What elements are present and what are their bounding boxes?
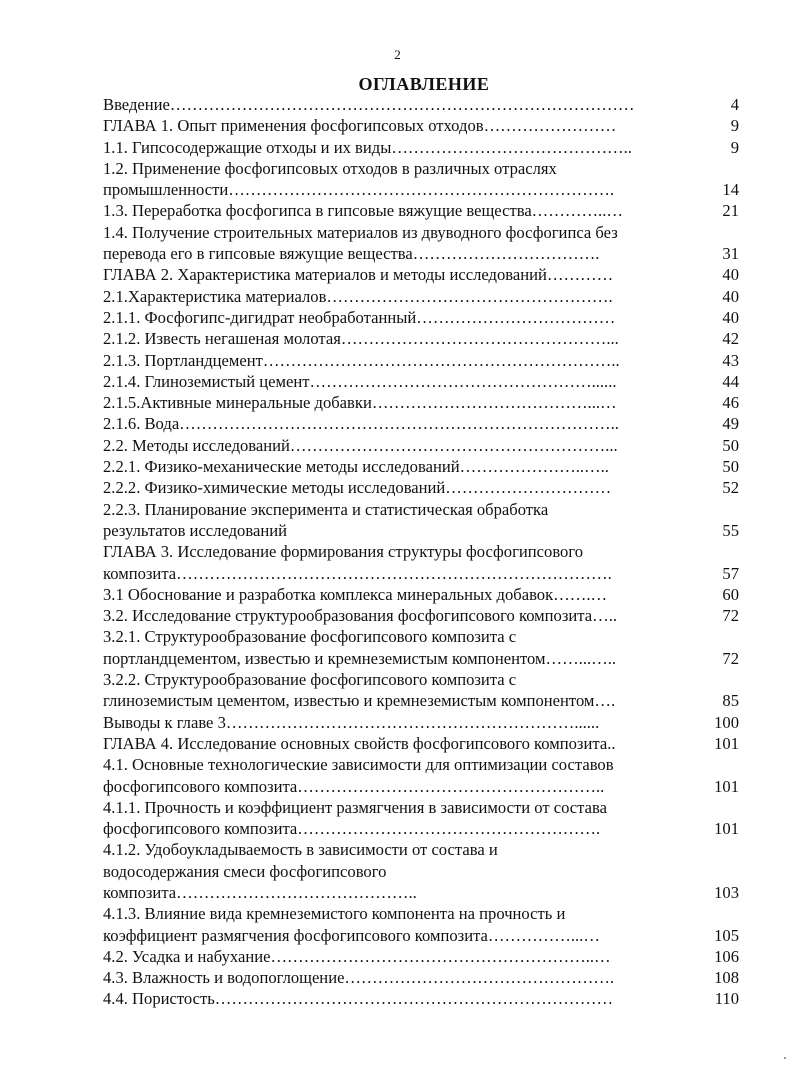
toc-entry xyxy=(103,967,739,988)
toc-entry-text: ГЛАВА 4. Исследование основных свойств фосфогипсового композита.. xyxy=(103,733,616,753)
toc-entry-text: 2.1.2. Известь негашеная молотая…………………………………………... xyxy=(103,329,619,349)
toc-entry xyxy=(103,754,739,797)
toc-entry-text: 3.2.1. Структурообразование фосфогипсового композита с портландцементом, известью и кремнеземистым компонентом……...….. xyxy=(103,627,617,668)
toc-entry-text: 3.1 Обоснование и разработка комплекса минеральных добавок…….… xyxy=(103,584,608,604)
toc-entry xyxy=(103,264,739,285)
toc-entry-page-number: 105 xyxy=(714,925,739,945)
toc-title: ОГЛАВЛЕНИЕ xyxy=(358,74,490,94)
toc-entry xyxy=(103,307,739,328)
toc-entry-text: 1.1. Гипсосодержащие отходы и их виды…………………………………….. xyxy=(103,137,632,157)
toc-entry-text: 2.1.1. Фосфогипс-дигидрат необработанный……………………………… xyxy=(103,307,616,327)
toc-entry xyxy=(103,350,739,371)
toc-entry-page-number: 85 xyxy=(722,691,739,711)
toc-entry-page-number: 9 xyxy=(730,116,739,136)
toc-entry-page-number: 40 xyxy=(722,307,739,327)
toc-entry xyxy=(103,797,739,840)
toc-entry-text: 2.2.2. Физико-химические методы исследований………………………… xyxy=(103,478,612,498)
toc-entry xyxy=(103,222,739,265)
toc-entry-page-number: 46 xyxy=(722,393,739,413)
toc-entry-page-number: 110 xyxy=(714,989,739,1009)
toc-entry-page-number: 44 xyxy=(722,371,739,391)
toc-entry xyxy=(103,200,739,221)
toc-entry-text: 4.1.3. Влияние вида кремнеземистого компонента на прочность и коэффициент размягчения фосфогипсового композита……………...… xyxy=(103,904,600,945)
toc-entry-text: ГЛАВА 1. Опыт применения фосфогипсовых отходов…………………… xyxy=(103,116,617,136)
table-of-contents xyxy=(103,94,739,1010)
toc-entry xyxy=(103,733,739,754)
toc-entry-text: Выводы к главе 3………………………………………………………...... xyxy=(103,712,600,732)
toc-entry xyxy=(103,626,739,669)
toc-entry-text: 3.2.2. Структурообразование фосфогипсового композита с глиноземистым цементом, известью и кремнеземистым компонентом…. xyxy=(103,670,616,711)
toc-entry-text: Введение………………………………………………………………………… xyxy=(103,95,635,114)
toc-entry xyxy=(103,712,739,733)
toc-entry-page-number: 50 xyxy=(722,435,739,455)
toc-entry xyxy=(103,371,739,392)
toc-entry-page-number: 21 xyxy=(722,201,739,221)
toc-entry-page-number: 42 xyxy=(722,329,739,349)
toc-entry-text: 1.3. Переработка фосфогипса в гипсовые вяжущие вещества…………..… xyxy=(103,201,623,221)
page-number: 2 xyxy=(394,47,401,62)
toc-entry-page-number: 52 xyxy=(722,478,739,498)
toc-entry xyxy=(103,115,739,136)
toc-entry-text: ГЛАВА 3. Исследование формирования структуры фосфогипсового композита……………………………………………………………………. xyxy=(103,542,612,583)
toc-entry-text: 1.2. Применение фосфогипсовых отходов в различных отраслях промышленности……………………………………………………………. xyxy=(103,158,615,200)
toc-entry-text: 3.2. Исследование структурообразования фосфогипсового композита….. xyxy=(103,606,618,626)
toc-entry-text: 4.1. Основные технологические зависимости для оптимизации составов фосфогипсового композита……………………………………………….. xyxy=(103,755,614,796)
toc-entry xyxy=(103,584,739,605)
toc-entry xyxy=(103,456,739,477)
toc-entry xyxy=(103,286,739,307)
toc-entry-page-number: 100 xyxy=(714,712,739,732)
toc-entry xyxy=(103,669,739,712)
toc-entry-page-number: 57 xyxy=(722,563,739,583)
toc-entry-page-number: 43 xyxy=(722,350,739,370)
toc-entry-page-number: 55 xyxy=(722,520,739,540)
toc-entry-text: 4.4. Пористость……………………………………………………………… xyxy=(103,989,614,1009)
toc-entry-page-number: 40 xyxy=(722,265,739,285)
toc-entry-text: 2.1.3. Портландцемент……………………………………………………….. xyxy=(103,350,620,370)
toc-entry xyxy=(103,903,739,946)
toc-entry-page-number: 60 xyxy=(722,584,739,604)
toc-entry xyxy=(103,94,739,115)
toc-entry-text: 2.2. Методы исследований…………………………………………………... xyxy=(103,435,618,455)
toc-entry xyxy=(103,499,739,542)
toc-entry-text: 4.1.2. Удобоукладываемость в зависимости от состава и водосодержания смеси фосфогипсового композита…………………………………….. xyxy=(103,840,498,902)
toc-entry-page-number: 108 xyxy=(714,968,739,988)
toc-entry-page-number: 40 xyxy=(722,286,739,306)
toc-entry-page-number: 72 xyxy=(722,648,739,668)
toc-entry-text: 4.2. Усадка и набухание…………………………………………………..… xyxy=(103,946,611,966)
toc-entry xyxy=(103,541,739,584)
toc-entry-page-number: 4 xyxy=(730,95,739,114)
toc-entry-page-number: 14 xyxy=(722,180,739,200)
toc-entry xyxy=(103,392,739,413)
toc-entry-text: ГЛАВА 2. Характеристика материалов и методы исследований………… xyxy=(103,265,614,285)
toc-entry-text: 2.2.3. Планирование эксперимента и статистическая обработка результатов исследований xyxy=(103,499,549,540)
toc-entry-page-number: 31 xyxy=(722,244,739,264)
toc-entry xyxy=(103,946,739,967)
toc-entry xyxy=(103,839,739,903)
toc-entry xyxy=(103,413,739,434)
toc-entry-text: 1.4. Получение строительных материалов из двуводного фосфогипса без перевода его в гипсовые вяжущие вещества……………………………. xyxy=(103,222,618,264)
toc-entry-page-number: 101 xyxy=(714,776,739,796)
toc-entry xyxy=(103,435,739,456)
toc-entry-text: 2.1.Характеристика материалов……………………………………………. xyxy=(103,286,613,306)
toc-entry-text: 2.1.6. Вода…………………………………………………………………….. xyxy=(103,414,619,434)
toc-entry-text: 2.2.1. Физико-механические методы исследований…………………..….. xyxy=(103,457,609,477)
toc-entry-page-number: 50 xyxy=(722,457,739,477)
toc-entry-page-number: 101 xyxy=(714,733,739,753)
toc-entry xyxy=(103,988,739,1009)
toc-entry xyxy=(103,158,739,201)
scan-speck xyxy=(784,1057,786,1059)
toc-entry-text: 2.1.5.Активные минеральные добавки…………………………………...… xyxy=(103,393,617,413)
toc-entry xyxy=(103,477,739,498)
toc-entry xyxy=(103,605,739,626)
toc-entry-page-number: 101 xyxy=(714,819,739,839)
toc-entry xyxy=(103,137,739,158)
toc-entry-page-number: 72 xyxy=(722,606,739,626)
toc-entry-text: 2.1.4. Глиноземистый цемент……………………………………………...... xyxy=(103,371,617,391)
toc-entry-text: 4.1.1. Прочность и коэффициент размягчения в зависимости от состава фосфогипсового композита………………………………………………. xyxy=(103,797,607,839)
toc-entry-page-number: 49 xyxy=(722,414,739,434)
toc-entry-text: 4.3. Влажность и водопоглощение…………………………………………. xyxy=(103,968,615,988)
toc-entry-page-number: 103 xyxy=(714,882,739,902)
toc-entry-page-number: 9 xyxy=(730,137,739,157)
toc-entry xyxy=(103,328,739,349)
toc-entry-page-number: 106 xyxy=(714,946,739,966)
